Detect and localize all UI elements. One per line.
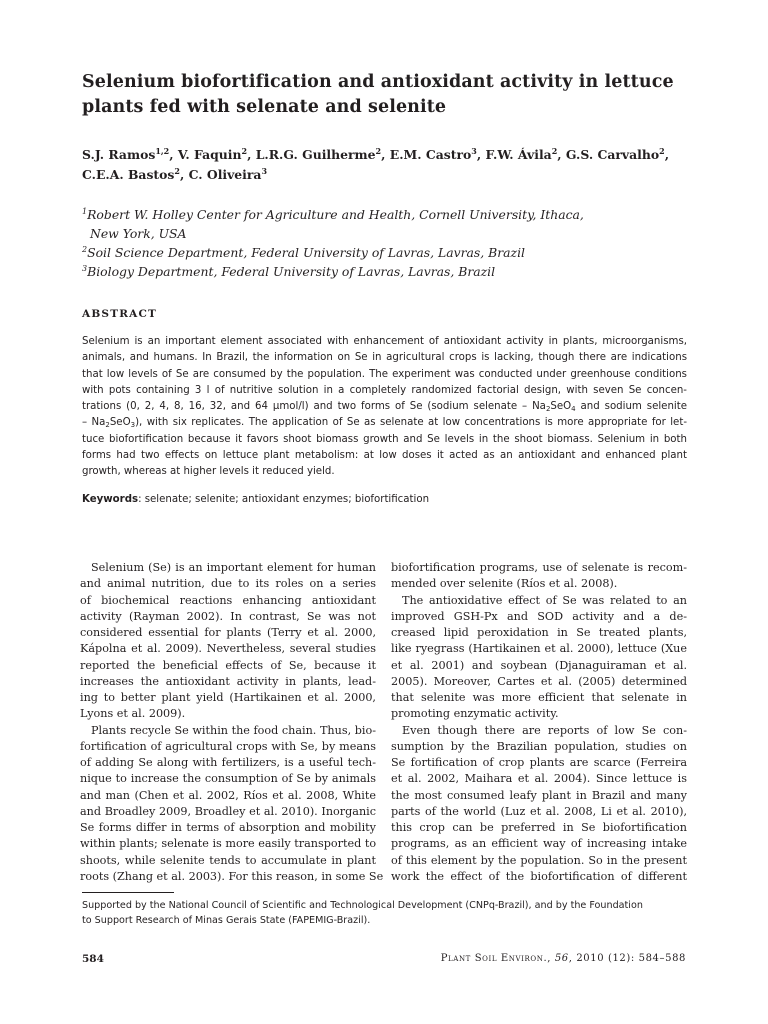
keywords-text: : selenate; selenite; antioxidant enzymes; biofortification	[138, 494, 430, 505]
subscript: 4	[571, 405, 576, 413]
author-name: C. Oliveira	[188, 167, 262, 182]
abstract-body	[82, 334, 687, 480]
affiliation-mark: 1	[82, 207, 88, 216]
body-text-line: et al. 2001) and soybean (Djanaguiraman et al.	[391, 658, 687, 672]
title-line: Selenium biofortification and antioxidant activity in lettuce	[82, 72, 674, 92]
body-text-line: biofortification programs, use of selenate is recom-	[391, 561, 687, 574]
affiliation-text: Biology Department, Federal University of Lavras, Lavras, Brazil	[87, 264, 496, 279]
author-name: G.S. Carvalho	[565, 147, 660, 162]
body-text-line: Even though there are reports of low Se con-	[402, 723, 687, 737]
body-text-line: Se fortification of crop plants are scarce (Ferreira	[391, 756, 687, 769]
footnote-divider	[82, 892, 174, 893]
subscript: 2	[105, 421, 110, 430]
keywords	[82, 492, 687, 508]
body-text-line: Selenium (Se) is an important element for human	[91, 561, 376, 574]
body-text-line: 2005). Moreover, Cartes et al. (2005) determined	[391, 674, 687, 688]
body-text-line: Lyons et al. 2009).	[80, 707, 186, 721]
keywords-label: Keywords	[82, 494, 139, 505]
body-text-line: mended over selenite (Ríos et al. 2008).	[391, 577, 618, 591]
affiliation-line	[82, 205, 702, 224]
abstract-line: Selenium is an important element associated with enhancement of antioxidant activity in plants, microorganisms,	[82, 336, 687, 347]
affiliation-line	[82, 224, 702, 243]
body-text-line: improved GSH-Px and SOD activity and a de-	[391, 609, 687, 623]
title-line: plants fed with selenate and selenite	[82, 97, 447, 117]
author-name: L.R.G. Guilherme	[255, 147, 376, 162]
body-column-left	[80, 560, 384, 885]
body-text-line: parts of the world (Luz et al. 2008, Li et al. 2010),	[391, 804, 687, 818]
funding-footnote	[82, 898, 692, 928]
body-text-line: nique to increase the consumption of Se by animals	[80, 772, 376, 786]
body-text-line: of biochemical reactions enhancing antioxidant	[80, 593, 376, 607]
running-head-volume: 56	[554, 953, 569, 964]
body-text-line: activity (Rayman 2002). In contrast, Se was not	[80, 609, 376, 623]
author-affiliation-mark: 2	[174, 166, 180, 176]
affiliation-line	[82, 262, 702, 281]
author-name: E.M. Castro	[389, 147, 472, 162]
affiliation-text: Robert W. Holley Center for Agriculture and Health, Cornell University, Ithaca,	[87, 207, 584, 222]
author-affiliation-mark: 2	[241, 146, 248, 156]
affiliation-mark: 3	[82, 264, 88, 273]
abstract-line: that low levels of Se are consumed by the population. The experiment was conducted under greenhouse conditions	[82, 368, 687, 380]
abstract-line: trations (0, 2, 4, 8, 16, 32, and 64 µmol/l) and two forms of Se (sodium selenate – $Na_2SeO_4$ and sodium selenite	[82, 401, 687, 413]
author-affiliation-mark: 2	[551, 146, 558, 156]
author-affiliation-mark: 1,2	[155, 146, 170, 156]
body-text-line: Se forms differ in terms of absorption and mobility	[80, 821, 376, 834]
body-text-line: programs, as an efficient way of increasing intake	[391, 837, 687, 851]
author-list: S.J. Ramos$^{1,2}$, V. Faquin$^2$, L.R.G. Guilherme$^2$, E.M. Castro$^3$, F.W. Ávila$^2$, G.S. Carvalho$^2$, C.E.A. Bastos$^2$, C. Oliveira$^3$	[82, 146, 670, 182]
body-text-line: the most consumed leafy plant in Brazil and many	[391, 788, 687, 802]
author-affiliation-mark: 2	[659, 146, 665, 156]
subscript: 2	[545, 405, 551, 413]
author-name: S.J. Ramos	[82, 147, 156, 162]
author-affiliation-mark: 2	[375, 146, 382, 156]
author-name: V. Faquin	[177, 147, 242, 162]
page-number: 584	[82, 953, 104, 965]
body-text-line: increases the antioxidant activity in plants, lead-	[80, 674, 376, 688]
author-name: F.W. Ávila	[485, 147, 552, 162]
body-column-right	[391, 560, 687, 885]
body-text-line: roots (Zhang et al. 2003). For this reason, in some Se	[80, 869, 384, 883]
affiliation-text: New York, USA	[90, 226, 187, 241]
body-text-line: and man (Chen et al. 2002, Ríos et al. 2008, White	[80, 788, 376, 802]
body-text-line: within plants; selenate is more easily transported to	[80, 837, 377, 851]
body-text-line: considered essential for plants (Terry et al. 2000,	[80, 626, 376, 639]
running-head-issue: , 2010 (12): 584–588	[568, 953, 686, 964]
body-text-line: and Broadley 2009, Broadley et al. 2010). Inorganic	[80, 804, 376, 818]
body-text-line: Kápolna et al. 2009). Nevertheless, several studies	[80, 642, 376, 656]
subscript: 3	[130, 421, 136, 430]
abstract-line: animals, and humans. In Brazil, the information on Se in agricultural crops is lacking, though there are indications	[82, 352, 687, 364]
body-text-line: Plants recycle Se within the food chain. Thus, bio-	[91, 723, 376, 737]
abstract-line: with pots containing 3 l of nutritive solution in a completely randomized factorial design, with seven Se concen-	[82, 384, 687, 396]
footnote-line: Supported by the National Council of Scientific and Technological Development (CNPq-Brazil), and by the Foundation	[82, 900, 643, 911]
body-text-line: et al. 2002, Maihara et al. 2004). Since lettuce is	[391, 772, 687, 786]
body-text-line: shoots, while selenite tends to accumulate in plant	[80, 853, 376, 867]
article-title	[82, 70, 702, 120]
body-text-line: and animal nutrition, due to its roles on a series	[80, 577, 376, 591]
affiliation-mark: 2	[82, 245, 88, 254]
body-text-line: ing to better plant yield (Hartikainen et al. 2000,	[80, 691, 376, 704]
affiliation-text: Soil Science Department, Federal University of Lavras, Lavras, Brazil	[87, 245, 526, 260]
author-name: C.E.A. Bastos	[82, 167, 175, 182]
abstract-line: tuce biofortification because it favors shoot biomass growth and Se levels in the shoot biomass. Selenium in both	[82, 433, 687, 445]
footnote-line: to Support Research of Minas Gerais State (FAPEMIG-Brazil).	[82, 915, 371, 926]
author-affiliation-mark: 3	[471, 146, 477, 156]
body-text-line: of adding Se along with fertilizers, is a useful tech-	[80, 756, 376, 769]
body-text-line: sumption by the Brazilian population, studies on	[391, 739, 687, 753]
body-text-line: that selenite was more efficient that selenate in	[391, 691, 687, 704]
author-affiliation-mark: 3	[261, 166, 268, 176]
body-text-line: The antioxidative effect of Se was related to an	[402, 593, 687, 607]
affiliation-line	[82, 243, 702, 262]
abstract-line: growth, whereas at higher levels it reduced yield.	[82, 466, 335, 477]
body-text-line: creased lipid peroxidation in Se treated plants,	[391, 626, 687, 639]
abstract-line: forms had two effects on lettuce plant metabolism: at low doses it acted as an antioxidant and enhanced plant	[82, 449, 687, 461]
affiliation-list	[82, 205, 702, 281]
body-text-line: of this element by the population. So in the present	[391, 853, 687, 867]
abstract-line: – $Na_2SeO_3$), with six replicates. The application of Se as selenate at low concentrations is more appropriate for let-	[82, 417, 687, 430]
running-head-journal: Plant Soil Environ.,	[440, 953, 552, 964]
running-head	[441, 953, 686, 964]
body-text-line: fortification of agricultural crops with Se, by means	[80, 739, 376, 753]
body-text-line: like ryegrass (Hartikainen et al. 2000), lettuce (Xue	[391, 642, 687, 656]
body-text-line: reported the beneficial effects of Se, because it	[80, 658, 376, 672]
body-text-line: work the effect of the biofortification of different	[391, 869, 687, 883]
body-text-line: promoting enzymatic activity.	[391, 707, 559, 721]
body-text-line: this crop can be preferred in Se biofortification	[391, 821, 687, 834]
abstract-heading: ABSTRACT	[82, 308, 158, 320]
